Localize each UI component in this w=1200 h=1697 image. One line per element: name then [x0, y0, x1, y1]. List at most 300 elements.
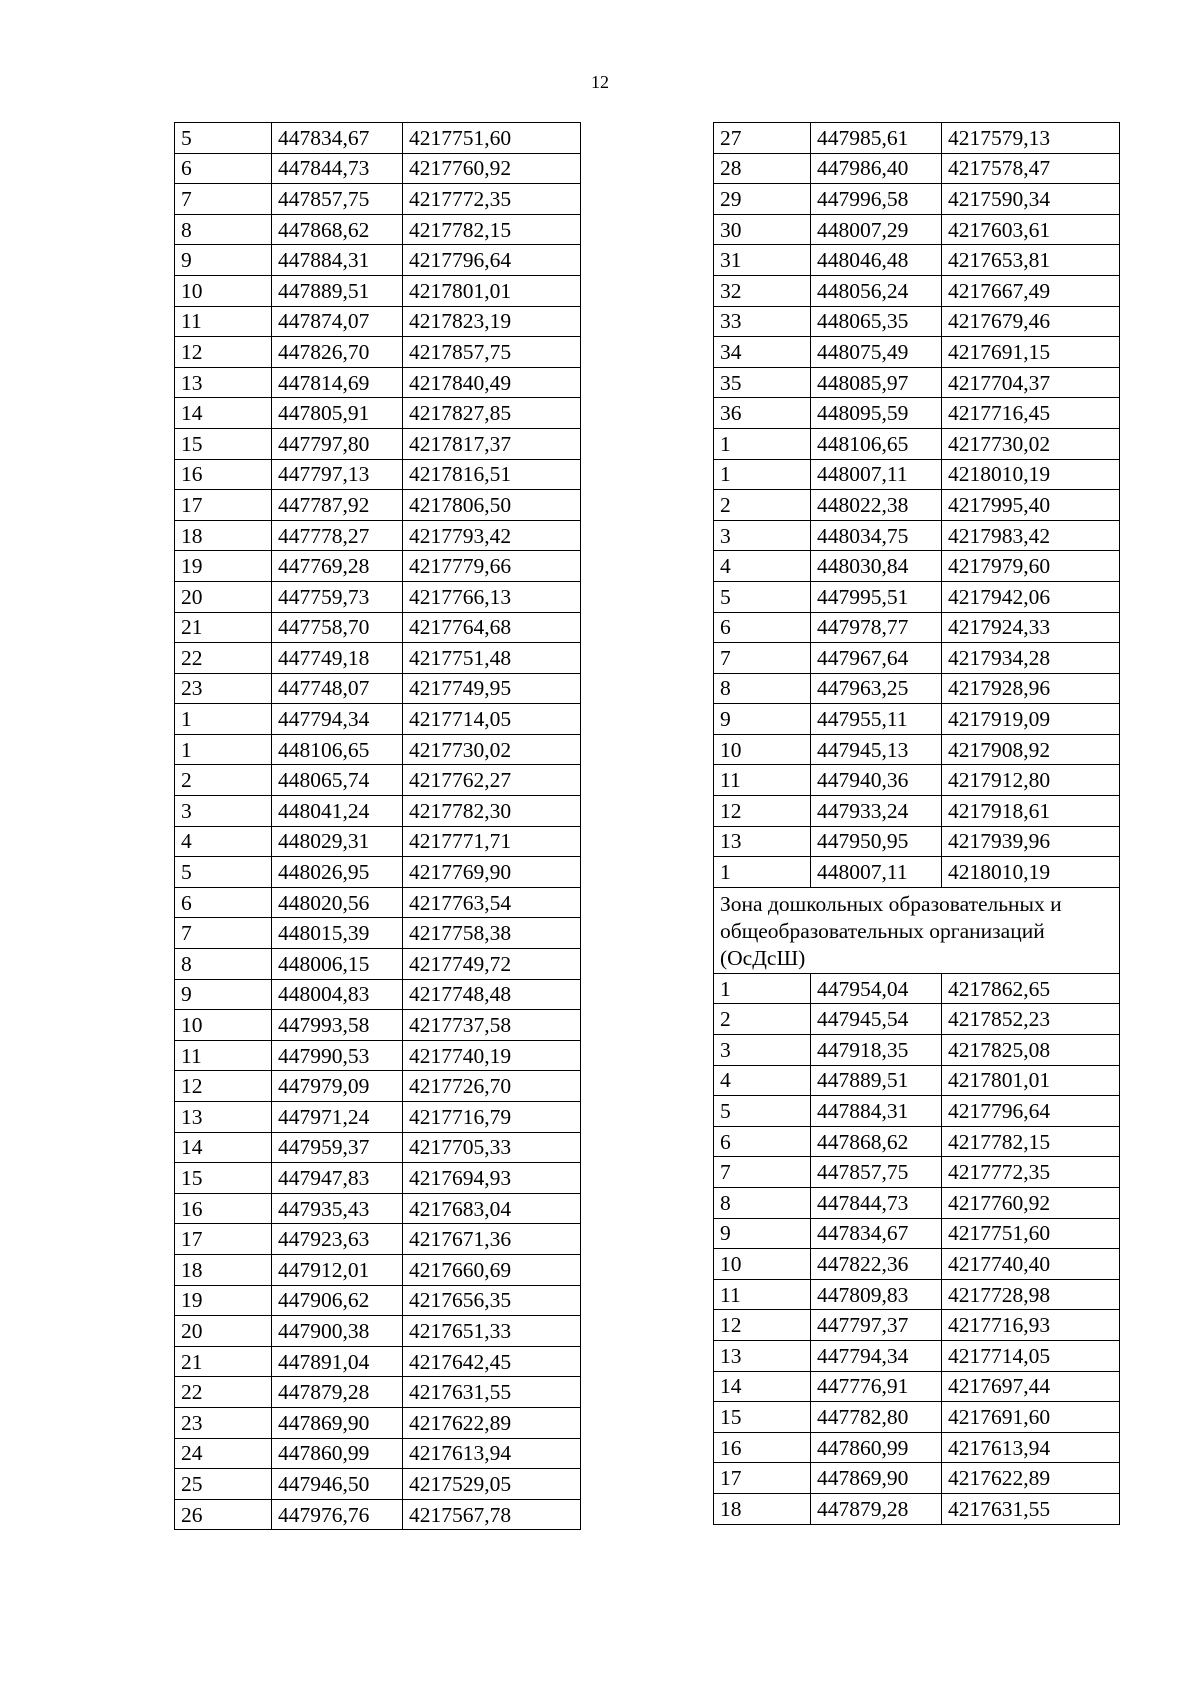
point-number-cell: 15: [175, 1163, 272, 1194]
x-coordinate-cell: 447990,53: [272, 1040, 403, 1071]
table-row: [714, 337, 1120, 368]
table-row: [714, 796, 1120, 827]
table-row: [714, 184, 1120, 215]
y-coordinate-cell: 4217603,61: [942, 214, 1120, 245]
table-row: [175, 214, 581, 245]
x-coordinate-cell: 447860,99: [272, 1438, 403, 1469]
x-coordinate-cell: 448030,84: [811, 551, 942, 582]
point-number-cell: 22: [175, 1377, 272, 1408]
y-coordinate-cell: 4217730,02: [942, 428, 1120, 459]
y-coordinate-cell: 4217942,06: [942, 581, 1120, 612]
table-row: [175, 1224, 581, 1255]
y-coordinate-cell: 4217928,96: [942, 673, 1120, 704]
table-row: [175, 1193, 581, 1224]
x-coordinate-cell: 447797,80: [272, 428, 403, 459]
y-coordinate-cell: 4217763,54: [403, 887, 581, 918]
table-row: [714, 459, 1120, 490]
x-coordinate-cell: 448065,74: [272, 765, 403, 796]
x-coordinate-cell: 447869,90: [272, 1407, 403, 1438]
y-coordinate-cell: 4217772,35: [942, 1157, 1120, 1188]
y-coordinate-cell: 4217704,37: [942, 367, 1120, 398]
table-row: [714, 612, 1120, 643]
table-row: [175, 306, 581, 337]
table-row: [714, 1218, 1120, 1249]
table-row: [714, 973, 1120, 1004]
point-number-cell: 24: [175, 1438, 272, 1469]
table-row: [714, 1279, 1120, 1310]
x-coordinate-cell: 447963,25: [811, 673, 942, 704]
x-coordinate-cell: 447868,62: [272, 214, 403, 245]
point-number-cell: 6: [175, 153, 272, 184]
point-number-cell: 1: [714, 428, 811, 459]
x-coordinate-cell: 448106,65: [811, 428, 942, 459]
x-coordinate-cell: 447955,11: [811, 704, 942, 735]
point-number-cell: 34: [714, 337, 811, 368]
y-coordinate-cell: 4217782,30: [403, 796, 581, 827]
y-coordinate-cell: 4217760,92: [403, 153, 581, 184]
y-coordinate-cell: 4217827,85: [403, 398, 581, 429]
y-coordinate-cell: 4217740,40: [942, 1249, 1120, 1280]
table-row: [714, 367, 1120, 398]
y-coordinate-cell: 4217801,01: [403, 275, 581, 306]
table-row: [175, 520, 581, 551]
y-coordinate-cell: 4217918,61: [942, 796, 1120, 827]
table-row: [714, 1310, 1120, 1341]
point-number-cell: 31: [714, 245, 811, 276]
y-coordinate-cell: 4217656,35: [403, 1285, 581, 1316]
table-row: [175, 367, 581, 398]
table-row: [714, 1096, 1120, 1127]
point-number-cell: 8: [714, 1188, 811, 1219]
x-coordinate-cell: 447844,73: [811, 1188, 942, 1219]
x-coordinate-cell: 447879,28: [811, 1493, 942, 1524]
x-coordinate-cell: 448029,31: [272, 826, 403, 857]
point-number-cell: 7: [175, 184, 272, 215]
table-row: [175, 153, 581, 184]
y-coordinate-cell: 4217782,15: [942, 1126, 1120, 1157]
y-coordinate-cell: 4217919,09: [942, 704, 1120, 735]
y-coordinate-cell: 4217979,60: [942, 551, 1120, 582]
x-coordinate-cell: 447918,35: [811, 1035, 942, 1066]
point-number-cell: 13: [175, 367, 272, 398]
table-row: [175, 245, 581, 276]
y-coordinate-cell: 4217924,33: [942, 612, 1120, 643]
y-coordinate-cell: 4218010,19: [942, 857, 1120, 888]
point-number-cell: 11: [714, 1279, 811, 1310]
point-number-cell: 10: [714, 1249, 811, 1280]
x-coordinate-cell: 447860,99: [811, 1432, 942, 1463]
x-coordinate-cell: 447834,67: [272, 123, 403, 154]
table-row: [175, 1071, 581, 1102]
table-row: [175, 887, 581, 918]
page-number: 12: [591, 72, 609, 92]
y-coordinate-cell: 4218010,19: [942, 459, 1120, 490]
point-number-cell: 14: [175, 1132, 272, 1163]
y-coordinate-cell: 4217823,19: [403, 306, 581, 337]
y-coordinate-cell: 4217793,42: [403, 520, 581, 551]
point-number-cell: 1: [175, 704, 272, 735]
table-row: [175, 1254, 581, 1285]
x-coordinate-cell: 447954,04: [811, 973, 942, 1004]
x-coordinate-cell: 447889,51: [811, 1065, 942, 1096]
y-coordinate-cell: 4217631,55: [403, 1377, 581, 1408]
table-row: [714, 306, 1120, 337]
x-coordinate-cell: 447879,28: [272, 1377, 403, 1408]
y-coordinate-cell: 4217740,19: [403, 1040, 581, 1071]
table-row: [714, 1035, 1120, 1066]
y-coordinate-cell: 4217762,27: [403, 765, 581, 796]
y-coordinate-cell: 4217679,46: [942, 306, 1120, 337]
table-row: [175, 123, 581, 154]
y-coordinate-cell: 4217779,66: [403, 551, 581, 582]
y-coordinate-cell: 4217908,92: [942, 734, 1120, 765]
x-coordinate-cell: 448075,49: [811, 337, 942, 368]
x-coordinate-cell: 447979,09: [272, 1071, 403, 1102]
table-row: [714, 581, 1120, 612]
point-number-cell: 32: [714, 275, 811, 306]
x-coordinate-cell: 447906,62: [272, 1285, 403, 1316]
x-coordinate-cell: 447923,63: [272, 1224, 403, 1255]
point-number-cell: 35: [714, 367, 811, 398]
table-row: [714, 551, 1120, 582]
table-row: [175, 1285, 581, 1316]
point-number-cell: 12: [714, 796, 811, 827]
point-number-cell: 13: [175, 1102, 272, 1133]
y-coordinate-cell: 4217806,50: [403, 490, 581, 521]
table-row: [714, 826, 1120, 857]
table-row: [714, 1004, 1120, 1035]
x-coordinate-cell: 448020,56: [272, 887, 403, 918]
x-coordinate-cell: 447884,31: [272, 245, 403, 276]
y-coordinate-cell: 4217796,64: [942, 1096, 1120, 1127]
point-number-cell: 5: [175, 123, 272, 154]
x-coordinate-cell: 447985,61: [811, 123, 942, 154]
point-number-cell: 10: [175, 1010, 272, 1041]
section-title-row: [714, 887, 1120, 973]
x-coordinate-cell: 448041,24: [272, 796, 403, 827]
y-coordinate-cell: 4217716,79: [403, 1102, 581, 1133]
coordinates-table-right-body-top: [714, 123, 1120, 888]
y-coordinate-cell: 4217782,15: [403, 214, 581, 245]
table-row: [175, 1010, 581, 1041]
x-coordinate-cell: 448006,15: [272, 949, 403, 980]
y-coordinate-cell: 4217613,94: [403, 1438, 581, 1469]
table-row: [175, 1438, 581, 1469]
point-number-cell: 4: [714, 1065, 811, 1096]
table-row: [175, 765, 581, 796]
coordinates-table-right: [713, 122, 1120, 1525]
x-coordinate-cell: 447869,90: [811, 1463, 942, 1494]
point-number-cell: 21: [175, 612, 272, 643]
x-coordinate-cell: 447797,37: [811, 1310, 942, 1341]
y-coordinate-cell: 4217816,51: [403, 459, 581, 490]
table-row: [175, 826, 581, 857]
point-number-cell: 3: [714, 1035, 811, 1066]
y-coordinate-cell: 4217801,01: [942, 1065, 1120, 1096]
point-number-cell: 33: [714, 306, 811, 337]
x-coordinate-cell: 448034,75: [811, 520, 942, 551]
x-coordinate-cell: 447947,83: [272, 1163, 403, 1194]
y-coordinate-cell: 4217771,71: [403, 826, 581, 857]
point-number-cell: 19: [175, 551, 272, 582]
y-coordinate-cell: 4217651,33: [403, 1316, 581, 1347]
point-number-cell: 9: [714, 704, 811, 735]
point-number-cell: 8: [714, 673, 811, 704]
x-coordinate-cell: 447809,83: [811, 1279, 942, 1310]
point-number-cell: 30: [714, 214, 811, 245]
x-coordinate-cell: 447805,91: [272, 398, 403, 429]
table-row: [175, 1346, 581, 1377]
table-row: [175, 918, 581, 949]
table-row: [714, 1340, 1120, 1371]
point-number-cell: 21: [175, 1346, 272, 1377]
point-number-cell: 1: [175, 734, 272, 765]
point-number-cell: 1: [714, 973, 811, 1004]
point-number-cell: 10: [714, 734, 811, 765]
point-number-cell: 1: [714, 459, 811, 490]
x-coordinate-cell: 447959,37: [272, 1132, 403, 1163]
y-coordinate-cell: 4217683,04: [403, 1193, 581, 1224]
y-coordinate-cell: 4217758,38: [403, 918, 581, 949]
table-row: [714, 1188, 1120, 1219]
y-coordinate-cell: 4217631,55: [942, 1493, 1120, 1524]
point-number-cell: 15: [714, 1402, 811, 1433]
point-number-cell: 7: [175, 918, 272, 949]
x-coordinate-cell: 447912,01: [272, 1254, 403, 1285]
table-row: [175, 551, 581, 582]
point-number-cell: 20: [175, 581, 272, 612]
point-number-cell: 13: [714, 1340, 811, 1371]
table-row: [175, 979, 581, 1010]
table-row: [175, 704, 581, 735]
x-coordinate-cell: 447945,54: [811, 1004, 942, 1035]
point-number-cell: 15: [175, 428, 272, 459]
table-row: [175, 1377, 581, 1408]
table-row: [175, 1132, 581, 1163]
point-number-cell: 14: [714, 1371, 811, 1402]
y-coordinate-cell: 4217934,28: [942, 643, 1120, 674]
point-number-cell: 11: [175, 306, 272, 337]
x-coordinate-cell: 448106,65: [272, 734, 403, 765]
point-number-cell: 11: [175, 1040, 272, 1071]
y-coordinate-cell: 4217748,48: [403, 979, 581, 1010]
point-number-cell: 9: [714, 1218, 811, 1249]
y-coordinate-cell: 4217578,47: [942, 153, 1120, 184]
x-coordinate-cell: 448046,48: [811, 245, 942, 276]
y-coordinate-cell: 4217653,81: [942, 245, 1120, 276]
y-coordinate-cell: 4217730,02: [403, 734, 581, 765]
x-coordinate-cell: 447814,69: [272, 367, 403, 398]
x-coordinate-cell: 447976,76: [272, 1499, 403, 1530]
point-number-cell: 16: [175, 459, 272, 490]
point-number-cell: 23: [175, 1407, 272, 1438]
point-number-cell: 16: [175, 1193, 272, 1224]
table-row: [714, 734, 1120, 765]
point-number-cell: 7: [714, 1157, 811, 1188]
table-row: [175, 1163, 581, 1194]
point-number-cell: 36: [714, 398, 811, 429]
point-number-cell: 17: [175, 490, 272, 521]
point-number-cell: 3: [175, 796, 272, 827]
y-coordinate-cell: 4217590,34: [942, 184, 1120, 215]
x-coordinate-cell: 447769,28: [272, 551, 403, 582]
table-row: [714, 1493, 1120, 1524]
y-coordinate-cell: 4217671,36: [403, 1224, 581, 1255]
point-number-cell: 18: [714, 1493, 811, 1524]
table-row: [175, 734, 581, 765]
y-coordinate-cell: 4217764,68: [403, 612, 581, 643]
y-coordinate-cell: 4217716,45: [942, 398, 1120, 429]
point-number-cell: 19: [175, 1285, 272, 1316]
table-row: [175, 1407, 581, 1438]
x-coordinate-cell: 447900,38: [272, 1316, 403, 1347]
point-number-cell: 12: [175, 337, 272, 368]
x-coordinate-cell: 447933,24: [811, 796, 942, 827]
table-row: [714, 1157, 1120, 1188]
point-number-cell: 14: [175, 398, 272, 429]
table-row: [714, 1126, 1120, 1157]
y-coordinate-cell: 4217995,40: [942, 490, 1120, 521]
x-coordinate-cell: 447986,40: [811, 153, 942, 184]
zone-section: [714, 887, 1120, 973]
x-coordinate-cell: 448085,97: [811, 367, 942, 398]
x-coordinate-cell: 447749,18: [272, 643, 403, 674]
x-coordinate-cell: 447844,73: [272, 153, 403, 184]
y-coordinate-cell: 4217694,93: [403, 1163, 581, 1194]
table-row: [714, 704, 1120, 735]
table-row: [714, 245, 1120, 276]
point-number-cell: 6: [175, 887, 272, 918]
point-number-cell: 18: [175, 520, 272, 551]
y-coordinate-cell: 4217714,05: [403, 704, 581, 735]
x-coordinate-cell: 447782,80: [811, 1402, 942, 1433]
point-number-cell: 5: [175, 857, 272, 888]
x-coordinate-cell: 447874,07: [272, 306, 403, 337]
coordinates-table-left: [174, 122, 581, 1530]
point-number-cell: 23: [175, 673, 272, 704]
x-coordinate-cell: 447759,73: [272, 581, 403, 612]
y-coordinate-cell: 4217749,95: [403, 673, 581, 704]
point-number-cell: 8: [175, 949, 272, 980]
y-coordinate-cell: 4217939,96: [942, 826, 1120, 857]
x-coordinate-cell: 447857,75: [811, 1157, 942, 1188]
table-row: [714, 1249, 1120, 1280]
x-coordinate-cell: 447978,77: [811, 612, 942, 643]
x-coordinate-cell: 447945,13: [811, 734, 942, 765]
coordinates-table-left-body: [175, 123, 581, 1530]
point-number-cell: 26: [175, 1499, 272, 1530]
x-coordinate-cell: 447993,58: [272, 1010, 403, 1041]
point-number-cell: 4: [175, 826, 272, 857]
x-coordinate-cell: 447946,50: [272, 1469, 403, 1500]
x-coordinate-cell: 448022,38: [811, 490, 942, 521]
y-coordinate-cell: 4217766,13: [403, 581, 581, 612]
table-row: [714, 275, 1120, 306]
y-coordinate-cell: 4217642,45: [403, 1346, 581, 1377]
x-coordinate-cell: 448015,39: [272, 918, 403, 949]
y-coordinate-cell: 4217714,05: [942, 1340, 1120, 1371]
y-coordinate-cell: 4217660,69: [403, 1254, 581, 1285]
point-number-cell: 5: [714, 1096, 811, 1127]
point-number-cell: 12: [714, 1310, 811, 1341]
y-coordinate-cell: 4217613,94: [942, 1432, 1120, 1463]
table-row: [175, 428, 581, 459]
table-row: [175, 1316, 581, 1347]
y-coordinate-cell: 4217737,58: [403, 1010, 581, 1041]
y-coordinate-cell: 4217825,08: [942, 1035, 1120, 1066]
y-coordinate-cell: 4217857,75: [403, 337, 581, 368]
x-coordinate-cell: 448007,29: [811, 214, 942, 245]
point-number-cell: 5: [714, 581, 811, 612]
y-coordinate-cell: 4217751,60: [942, 1218, 1120, 1249]
table-row: [175, 275, 581, 306]
table-row: [175, 1469, 581, 1500]
section-title: Зона дошкольных образовательных и общеобразовательных организаций (ОсДсШ): [714, 887, 1120, 973]
y-coordinate-cell: 4217705,33: [403, 1132, 581, 1163]
point-number-cell: 11: [714, 765, 811, 796]
y-coordinate-cell: 4217726,70: [403, 1071, 581, 1102]
table-row: [714, 1432, 1120, 1463]
y-coordinate-cell: 4217983,42: [942, 520, 1120, 551]
y-coordinate-cell: 4217691,15: [942, 337, 1120, 368]
y-coordinate-cell: 4217567,78: [403, 1499, 581, 1530]
table-row: [714, 643, 1120, 674]
y-coordinate-cell: 4217769,90: [403, 857, 581, 888]
x-coordinate-cell: 447822,36: [811, 1249, 942, 1280]
table-row: [714, 1402, 1120, 1433]
table-row: [175, 1499, 581, 1530]
x-coordinate-cell: 448007,11: [811, 857, 942, 888]
table-row: [175, 581, 581, 612]
table-row: [175, 857, 581, 888]
table-row: [714, 1463, 1120, 1494]
x-coordinate-cell: 447889,51: [272, 275, 403, 306]
table-row: [714, 673, 1120, 704]
table-row: [175, 1040, 581, 1071]
y-coordinate-cell: 4217912,80: [942, 765, 1120, 796]
x-coordinate-cell: 448065,35: [811, 306, 942, 337]
table-row: [714, 857, 1120, 888]
x-coordinate-cell: 447857,75: [272, 184, 403, 215]
x-coordinate-cell: 447794,34: [811, 1340, 942, 1371]
table-row: [175, 398, 581, 429]
x-coordinate-cell: 447971,24: [272, 1102, 403, 1133]
point-number-cell: 2: [175, 765, 272, 796]
x-coordinate-cell: 448056,24: [811, 275, 942, 306]
x-coordinate-cell: 447891,04: [272, 1346, 403, 1377]
table-row: [714, 398, 1120, 429]
table-row: [175, 490, 581, 521]
point-number-cell: 29: [714, 184, 811, 215]
x-coordinate-cell: 447996,58: [811, 184, 942, 215]
point-number-cell: 4: [714, 551, 811, 582]
y-coordinate-cell: 4217622,89: [403, 1407, 581, 1438]
point-number-cell: 20: [175, 1316, 272, 1347]
table-row: [175, 796, 581, 827]
x-coordinate-cell: 447776,91: [811, 1371, 942, 1402]
x-coordinate-cell: 447868,62: [811, 1126, 942, 1157]
y-coordinate-cell: 4217796,64: [403, 245, 581, 276]
y-coordinate-cell: 4217760,92: [942, 1188, 1120, 1219]
y-coordinate-cell: 4217716,93: [942, 1310, 1120, 1341]
point-number-cell: 2: [714, 1004, 811, 1035]
table-row: [714, 520, 1120, 551]
x-coordinate-cell: 447778,27: [272, 520, 403, 551]
point-number-cell: 6: [714, 1126, 811, 1157]
point-number-cell: 6: [714, 612, 811, 643]
point-number-cell: 3: [714, 520, 811, 551]
point-number-cell: 17: [714, 1463, 811, 1494]
